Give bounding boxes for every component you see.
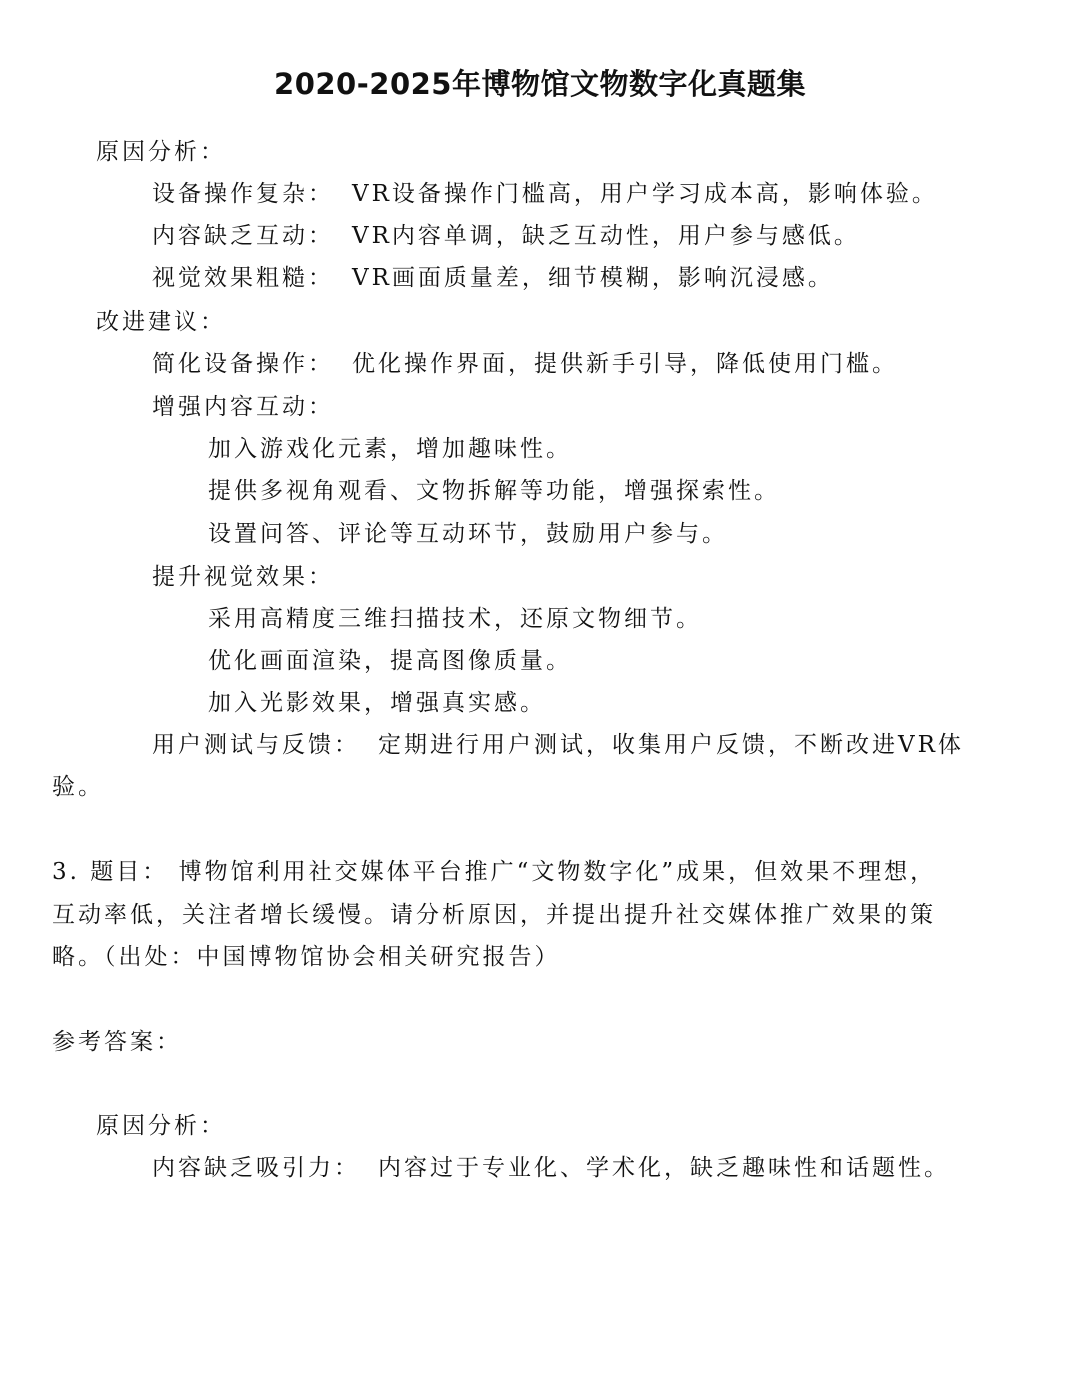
suggest-heading: 改进建议： — [96, 309, 226, 335]
cause-heading: 原因分析： — [96, 139, 226, 165]
suggest-label: 增强内容互动： — [152, 394, 334, 420]
cause-label: 设备操作复杂： — [152, 181, 334, 207]
cause-label: 内容缺乏吸引力： — [152, 1155, 360, 1181]
cause-item — [152, 215, 860, 257]
suggest-label: 用户测试与反馈： — [152, 732, 360, 758]
suggest-label: 简化设备操作： — [152, 351, 334, 377]
suggest-subitem: 提供多视角观看、文物拆解等功能，增强探索性。 — [208, 478, 780, 504]
suggest-text: 定期进行用户测试，收集用户反馈，不断改进VR体 — [378, 732, 964, 758]
answer-cause-item — [152, 1147, 950, 1189]
cause-item — [152, 257, 834, 299]
page-title: 2020-2025年博物馆文物数字化真题集 — [274, 67, 806, 101]
suggest-subitem: 加入光影效果，增强真实感。 — [208, 690, 546, 716]
suggest-subitem: 优化画面渲染，提高图像质量。 — [208, 648, 572, 674]
cause-label: 内容缺乏互动： — [152, 223, 334, 249]
cause-text: VR画面质量差，细节模糊，影响沉浸感。 — [352, 265, 834, 291]
suggest-item — [152, 343, 898, 385]
question-line: 互动率低，关注者增长缓慢。请分析原因，并提出提升社交媒体推广效果的策 — [52, 902, 936, 928]
question-line: 略。（出处：中国博物馆协会相关研究报告） — [52, 944, 561, 970]
answer-heading: 参考答案： — [52, 1029, 182, 1055]
cause-text: VR设备操作门槛高，用户学习成本高，影响体验。 — [352, 181, 938, 207]
suggest-subitem: 采用高精度三维扫描技术，还原文物细节。 — [208, 606, 702, 632]
question-line: 3. 题目： 博物馆利用社交媒体平台推广“文物数字化”成果，但效果不理想， — [52, 859, 937, 885]
suggest-item — [152, 724, 964, 766]
suggest-subitem: 设置问答、评论等互动环节，鼓励用户参与。 — [208, 521, 728, 547]
suggest-label: 提升视觉效果： — [152, 564, 334, 590]
cause-label: 视觉效果粗糙： — [152, 265, 334, 291]
suggest-subitem: 加入游戏化元素，增加趣味性。 — [208, 436, 572, 462]
cause-item — [152, 173, 938, 215]
answer-cause-heading: 原因分析： — [96, 1113, 226, 1139]
suggest-text: 优化操作界面，提供新手引导，降低使用门槛。 — [352, 351, 898, 377]
suggest-text-continued: 验。 — [52, 774, 104, 800]
cause-text: VR内容单调，缺乏互动性，用户参与感低。 — [352, 223, 860, 249]
cause-text: 内容过于专业化、学术化，缺乏趣味性和话题性。 — [378, 1155, 950, 1181]
